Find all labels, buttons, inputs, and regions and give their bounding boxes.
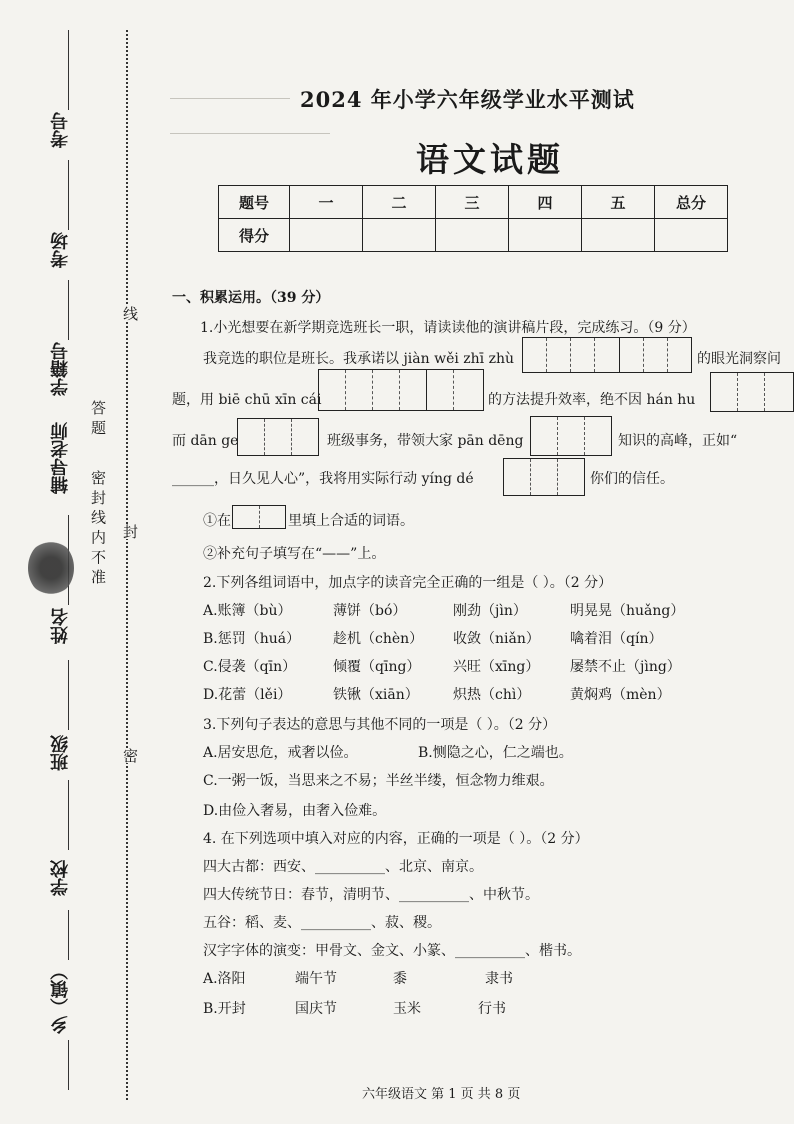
exam-subtitle: 语文试题 <box>416 140 564 179</box>
bleed-through-mark <box>170 86 290 99</box>
q3-option-a[interactable]: A.居安思危，戒奢以俭。 <box>203 745 358 761</box>
label-xingming: 姓名 <box>50 608 71 644</box>
score-input-cell[interactable] <box>509 219 582 252</box>
q2-option-c-4: 屡禁不止（jìng） <box>570 659 681 675</box>
q1-line3-b: 班级事务，带领大家 pān dēng <box>327 433 524 449</box>
score-cell: 一 <box>290 186 363 219</box>
score-input-cell[interactable] <box>582 219 655 252</box>
seal-text-feng: 封 <box>121 524 139 539</box>
q2-option-b-4: 噙着泪（qín） <box>570 631 663 647</box>
label-xuexiao: 学校 <box>50 860 71 896</box>
q4-option-b-2: 国庆节 <box>295 1001 337 1017</box>
q1-sub1-b: 里填上合适的词语。 <box>288 513 414 529</box>
answer-grid-hanhu[interactable] <box>710 372 794 412</box>
q4-option-b-1[interactable]: B.开封 <box>203 1001 246 1017</box>
q1-line3-a: 而 dān ge <box>172 433 239 449</box>
seal-dotted-line <box>126 30 128 1100</box>
q2-option-d-1[interactable]: D.花蕾（lěi） <box>203 687 292 703</box>
sample-grid-icon <box>232 505 286 529</box>
q4-line4: 汉字字体的演变：甲骨文、金文、小篆、__________、楷书。 <box>203 943 581 959</box>
seal-text-xian: 线 <box>121 306 139 321</box>
score-cell: 二 <box>363 186 436 219</box>
score-input-cell[interactable] <box>290 219 363 252</box>
binding-line <box>68 280 69 340</box>
q2-option-a-1[interactable]: A.账簿（bù） <box>203 603 292 619</box>
q2-option-b-3: 收敛（niǎn） <box>453 631 540 647</box>
score-cell: 四 <box>509 186 582 219</box>
binding-line <box>68 910 69 960</box>
q1-sub2: ②补充句子填写在“——”上。 <box>203 546 386 562</box>
binding-margin <box>0 0 150 1124</box>
seal-text-mi: 密 <box>121 748 139 763</box>
answer-grid-yingde[interactable] <box>503 458 585 496</box>
q2-option-a-4: 明晃晃（huǎng） <box>570 603 685 619</box>
label-xuejihao: 学籍号 <box>50 342 71 396</box>
q1-line4-a: ______，日久见人心”，我将用实际行动 yíng dé <box>172 471 474 487</box>
score-table-score-row <box>219 219 728 252</box>
label-kaohao: 考号 <box>50 112 71 148</box>
q2-option-d-4: 黄焖鸡（mèn） <box>570 687 671 703</box>
label-fudao: 辅导老师 <box>50 422 71 494</box>
q4-line1: 四大古都：西安、__________、北京、南京。 <box>203 859 483 875</box>
exam-title: 2024 年小学六年级学业水平测试 <box>300 87 635 112</box>
page-footer: 六年级语文 第 1 页 共 8 页 <box>362 1087 521 1102</box>
q1-sub1-a: ①在 <box>203 513 231 529</box>
score-table <box>218 185 728 252</box>
score-cell: 得分 <box>219 219 290 252</box>
q1-line1-b: 的眼光洞察问 <box>697 351 781 367</box>
score-table-header-row <box>219 186 728 219</box>
q2-option-d-2: 铁锹（xiān） <box>333 687 419 703</box>
score-cell: 题号 <box>219 186 290 219</box>
q3-stem: 3.下列句子表达的意思与其他不同的一项是（ ）。（2 分） <box>203 717 557 733</box>
score-input-cell[interactable] <box>363 219 436 252</box>
q2-option-c-1[interactable]: C.侵袭（qīn） <box>203 659 297 675</box>
score-input-cell[interactable] <box>655 219 728 252</box>
binding-line <box>68 160 69 230</box>
score-cell: 五 <box>582 186 655 219</box>
binding-line <box>68 660 69 730</box>
label-banji: 班级 <box>50 735 71 771</box>
binding-line <box>68 30 69 110</box>
q2-option-c-2: 倾覆（qīng） <box>333 659 421 675</box>
q1-line3-c: 知识的高峰，正如“ <box>618 433 738 449</box>
binding-line <box>68 1040 69 1090</box>
q4-line3: 五谷：稻、麦、__________、菽、稷。 <box>203 915 441 931</box>
q2-option-b-1[interactable]: B.惩罚（huá） <box>203 631 301 647</box>
q4-stem: 4. 在下列选项中填入对应的内容，正确的一项是（ ）。（2 分） <box>203 831 589 847</box>
q4-option-b-3: 玉米 <box>393 1001 421 1017</box>
q1-line4-b: 你们的信任。 <box>590 471 674 487</box>
section-heading: 一、积累运用。（39 分） <box>172 290 330 306</box>
q3-option-b[interactable]: B.恻隐之心，仁之端也。 <box>418 745 573 761</box>
q4-option-b-4: 行书 <box>478 1001 506 1017</box>
score-cell: 总分 <box>655 186 728 219</box>
q1-line2-a: 题，用 biē chū xīn cái <box>172 392 322 408</box>
answer-grid-pandeng[interactable] <box>530 416 612 456</box>
q4-line2: 四大传统节日：春节，清明节、__________、中秋节。 <box>203 887 539 903</box>
answer-grid-biechuxincai[interactable] <box>318 369 484 411</box>
q1-line2-b: 的方法提升效率，绝不因 hán hu <box>488 392 696 408</box>
q1-stem: 1.小光想要在新学期竞选班长一职，请读读他的演讲稿片段，完成练习。（9 分） <box>200 320 696 336</box>
q2-option-a-2: 薄饼（bó） <box>333 603 407 619</box>
q3-option-c[interactable]: C.一粥一饭，当思来之不易；半丝半缕，恒念物力维艰。 <box>203 773 554 789</box>
label-kaochang: 考场 <box>50 232 71 268</box>
score-input-cell[interactable] <box>436 219 509 252</box>
q2-stem: 2.下列各组词语中，加点字的读音完全正确的一组是（ ）。（2 分） <box>203 575 613 591</box>
q4-option-a-4: 隶书 <box>485 971 513 987</box>
q2-option-b-2: 趁机（chèn） <box>333 631 424 647</box>
answer-grid-jianweizhizhu[interactable] <box>522 337 692 373</box>
q4-option-a-2: 端午节 <box>295 971 337 987</box>
q4-option-a-3: 黍 <box>393 971 407 987</box>
score-cell: 三 <box>436 186 509 219</box>
seal-text-dati: 答 题 <box>89 400 107 435</box>
ink-stamp <box>28 540 74 596</box>
q2-option-c-3: 兴旺（xīng） <box>453 659 540 675</box>
label-xiangzhen: 乡（镇） <box>50 962 71 1034</box>
q3-option-d[interactable]: D.由俭入奢易，由奢入俭难。 <box>203 803 387 819</box>
bleed-through-mark <box>170 125 330 134</box>
q2-option-d-3: 炽热（chì） <box>453 687 531 703</box>
q1-line1-a: 我竞选的职位是班长。我承诺以 jiàn wěi zhī zhù <box>203 351 515 367</box>
answer-grid-dange[interactable] <box>237 418 319 456</box>
binding-line <box>68 780 69 850</box>
q2-option-a-3: 刚劲（jìn） <box>453 603 527 619</box>
seal-text-main: 密 封 线 内 不 准 <box>89 470 107 584</box>
q4-option-a-1[interactable]: A.洛阳 <box>203 971 246 987</box>
